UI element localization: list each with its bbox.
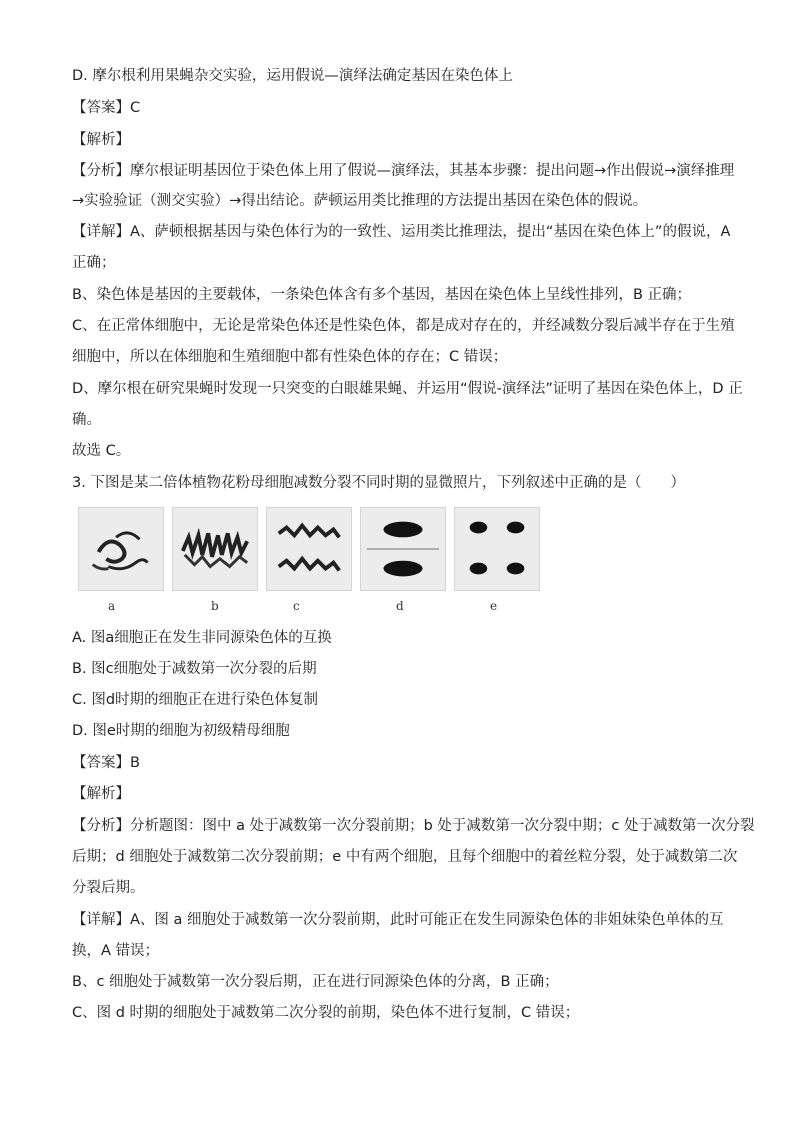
question-3-stem: 3. 下图是某二倍体植物花粉母细胞减数分裂不同时期的显微照片，下列叙述中正确的是（ ）	[72, 475, 685, 491]
micrograph-a	[78, 507, 164, 591]
figure-caption-b: b	[211, 599, 219, 613]
micrograph-c	[266, 507, 352, 591]
detail-text: D、摩尔根在研究果蝇时发现一只突变的白眼雄果蝇、并运用“假说-演绎法”证明了基因在染色体上，D 正	[72, 381, 743, 397]
micrograph-b	[172, 507, 258, 591]
analysis-text: 【分析】摩尔根证明基因位于染色体上用了假说—演绎法，其基本步骤：提出问题→作出假说→演绎推理	[72, 163, 735, 179]
analysis-heading: 【解析】	[72, 132, 130, 148]
option-d-text: D. 摩尔根利用果蝇杂交实验，运用假说—演绎法确定基因在染色体上	[72, 68, 513, 84]
figure-caption-a: a	[108, 599, 116, 613]
micrograph-e	[454, 507, 540, 591]
detail-text: 换，A 错误；	[72, 943, 160, 959]
detail-text: C、图 d 时期的细胞处于减数第二次分裂的前期，染色体不进行复制，C 错误；	[72, 1005, 580, 1021]
option-a: A. 图a细胞正在发生非同源染色体的互换	[72, 630, 332, 646]
figure-caption-d: d	[396, 599, 404, 613]
detail-text: B、染色体是基因的主要载体，一条染色体含有多个基因，基因在染色体上呈线性排列，B 正确；	[72, 287, 692, 303]
detail-text: 细胞中，所以在体细胞和生殖细胞中都有性染色体的存在；C 错误；	[72, 349, 508, 365]
micrograph-figure	[78, 507, 548, 617]
figure-caption-e: e	[490, 599, 498, 613]
micrograph-d	[360, 507, 446, 591]
detail-text: C、在正常体细胞中，无论是常染色体还是性染色体，都是成对存在的，并经减数分裂后减半存在于生殖	[72, 318, 735, 334]
option-d: D. 图e时期的细胞为初级精母细胞	[72, 723, 290, 739]
analysis-text: →实验验证（测交实验）→得出结论。萨顿运用类比推理的方法提出基因在染色体的假说。	[72, 193, 648, 209]
analysis-text: 后期；d 细胞处于减数第二次分裂前期；e 中有两个细胞，且每个细胞中的着丝粒分裂，处于减数第二次	[72, 849, 738, 865]
figure-caption-c: c	[293, 599, 300, 613]
answer-label: 【答案】C	[72, 100, 141, 116]
analysis-text: 分裂后期。	[72, 880, 145, 896]
option-b: B. 图c细胞处于减数第一次分裂的后期	[72, 661, 317, 677]
option-c: C. 图d时期的细胞正在进行染色体复制	[72, 692, 319, 708]
detail-text: 【详解】A、图 a 细胞处于减数第一次分裂前期，此时可能正在发生同源染色体的非姐妹染色单体的互	[72, 912, 724, 928]
analysis-heading: 【解析】	[72, 786, 130, 802]
answer-label: 【答案】B	[72, 755, 140, 771]
detail-text: 【详解】A、萨顿根据基因与染色体行为的一致性、运用类比推理法，提出“基因在染色体上”的假说，A	[72, 224, 731, 240]
detail-text: 正确；	[72, 255, 116, 271]
conclusion-text: 故选 C。	[72, 443, 131, 459]
detail-text: 确。	[72, 412, 101, 428]
analysis-text: 【分析】分析题图：图中 a 处于减数第一次分裂前期；b 处于减数第一次分裂中期；c 处于减数第一次分裂	[72, 818, 755, 834]
detail-text: B、c 细胞处于减数第一次分裂后期，正在进行同源染色体的分离，B 正确；	[72, 974, 559, 990]
